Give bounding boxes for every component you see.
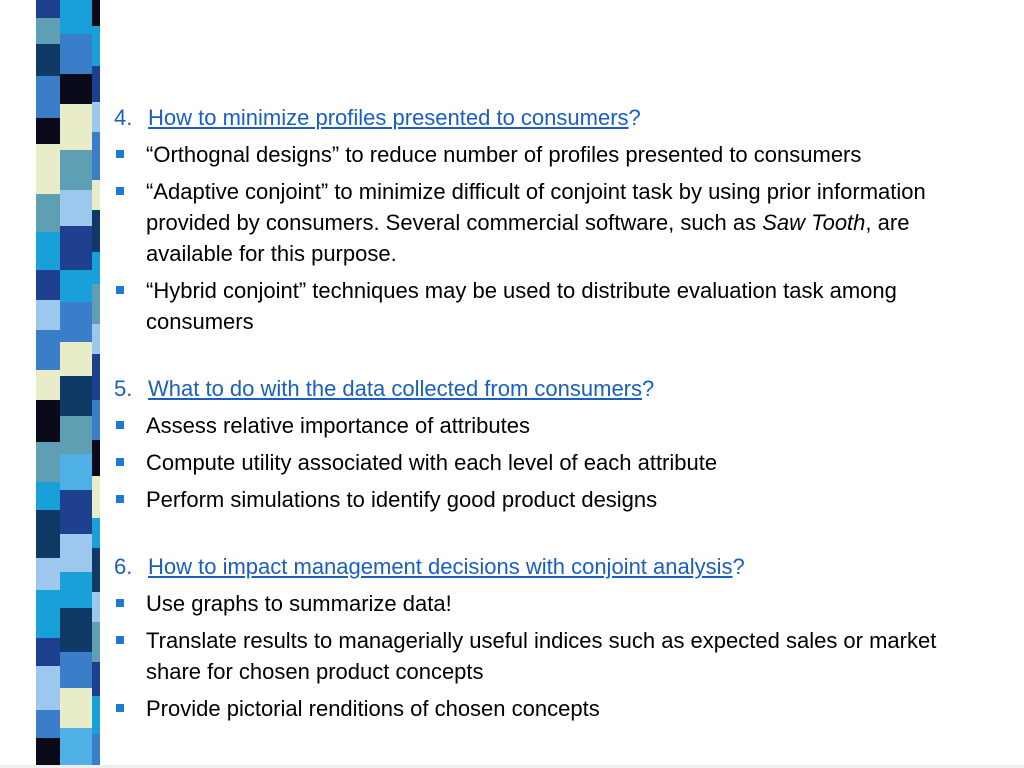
stripe-segment [92, 284, 100, 324]
bullet-text-part: Use graphs to summarize data! [146, 591, 452, 616]
section-heading [114, 551, 994, 582]
bullet-text [146, 487, 657, 512]
stripe-segment [92, 132, 100, 180]
bullet-text [146, 179, 926, 266]
bullet-text-part: “Adaptive conjoint” to minimize difficult of conjoint task by using prior information provided by consumers. Several commercial software, such as [146, 179, 926, 235]
bullet-item [114, 176, 994, 269]
stripe-segment [92, 102, 100, 132]
product-name-italic: Saw Tooth [762, 210, 866, 235]
square-bullet-icon [116, 421, 124, 429]
stripe-segment [92, 622, 100, 662]
bullet-item [114, 410, 994, 441]
section-spacer [114, 515, 994, 551]
stripe-segment [92, 252, 100, 284]
stripe-segment [92, 662, 100, 696]
square-bullet-icon [116, 636, 124, 644]
stripe-segment [92, 476, 100, 518]
bullet-item [114, 625, 994, 687]
bullet-text-part: Translate results to managerially useful indices such as expected sales or market share for chosen product concepts [146, 628, 937, 684]
bullet-text-part: Compute utility associated with each level of each attribute [146, 450, 718, 475]
bullet-text-part: Provide pictorial renditions of chosen concepts [146, 696, 600, 721]
section-number: 4. [114, 105, 133, 130]
square-bullet-icon [116, 495, 124, 503]
section-number: 6. [114, 554, 133, 579]
slide-content [114, 102, 994, 724]
bullet-item [114, 275, 994, 337]
section-title-suffix: ? [628, 105, 641, 130]
stripe-segment [92, 0, 100, 26]
bullet-text-part: “Orthognal designs” to reduce number of profiles presented to consumers [146, 142, 862, 167]
bullet-text [146, 278, 897, 334]
stripe-segment [92, 26, 100, 66]
bullet-item [114, 693, 994, 724]
bullet-text [146, 413, 530, 438]
bullet-text [146, 696, 600, 721]
bullet-text-part: Assess relative importance of attributes [146, 413, 530, 438]
section-number: 5. [114, 376, 133, 401]
stripe-segment [92, 734, 100, 768]
stripe-pattern [0, 0, 116, 768]
bullet-text [146, 142, 861, 167]
square-bullet-icon [116, 187, 124, 195]
stripe-segment [92, 210, 100, 252]
bullet-text [146, 591, 452, 616]
bullet-text [146, 628, 936, 684]
section-title-link[interactable]: What to do with the data collected from consumers [148, 376, 643, 401]
bullet-item [114, 484, 994, 515]
stripe-segment [92, 440, 100, 476]
bullet-text-part: , are available for this purpose. [146, 210, 910, 266]
square-bullet-icon [116, 286, 124, 294]
section-title-link[interactable]: How to impact management decisions with conjoint analysis [148, 554, 733, 579]
stripe-segment [92, 400, 100, 440]
stripe-segment [92, 518, 100, 548]
square-bullet-icon [116, 704, 124, 712]
decorative-stripe-border [0, 0, 116, 768]
square-bullet-icon [116, 599, 124, 607]
bullet-text-part: Perform simulations to identify good product designs [146, 487, 658, 512]
stripe-segment [92, 696, 100, 734]
section-spacer [114, 337, 994, 373]
section-heading [114, 373, 994, 404]
bullet-text-part: “Hybrid conjoint” techniques may be used to distribute evaluation task among consumers [146, 278, 897, 334]
square-bullet-icon [116, 150, 124, 158]
bullet-text [146, 450, 717, 475]
square-bullet-icon [116, 458, 124, 466]
stripe-segment [92, 324, 100, 354]
stripe-segment [92, 180, 100, 210]
bullet-item [114, 139, 994, 170]
section-heading [114, 102, 994, 133]
bullet-item [114, 447, 994, 478]
section-title-suffix: ? [732, 554, 745, 579]
stripe-segment [92, 548, 100, 592]
stripe-segment [92, 354, 100, 400]
section-title-link[interactable]: How to minimize profiles presented to consumers [148, 105, 629, 130]
stripe-segment [92, 66, 100, 102]
stripe-segment [92, 592, 100, 622]
bullet-item [114, 588, 994, 619]
section-title-suffix: ? [642, 376, 655, 401]
